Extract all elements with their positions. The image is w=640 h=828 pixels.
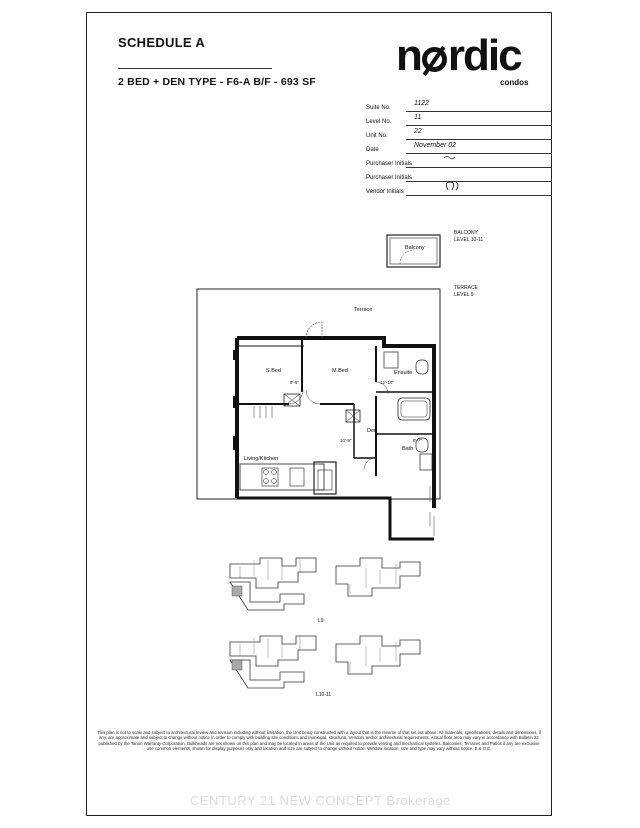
terrace-label-2: LEVEL 9: [454, 292, 474, 298]
balcony-plan: [384, 232, 444, 272]
balcony-inner-label: Balcony: [405, 245, 425, 251]
balcony-label-2: LEVEL 10-11: [454, 237, 484, 243]
info-label: Unit No.: [366, 133, 388, 139]
room-label-ensuite: Ensuite: [394, 370, 413, 376]
info-value: November 02: [414, 142, 457, 149]
room-label-den: Den: [367, 428, 378, 434]
dim-label-den: 10'-9": [340, 438, 352, 443]
terrace-outline: [197, 289, 440, 499]
room-label-m-bed: M.Bed: [332, 368, 348, 374]
disclaimer-text: This plan is not to scale and subject to architectural review and revision including without limitation, the Unit being constructed with a layout that is the reverse of that set out above. All materials, specifications, details and dimensions, if any, are approximate and subject to change without notice in order to comply with building site conditions and municipal, structural, Vendors and/or architectural requirements. Actual floor area may vary in accordance with Bulletin 22 published by the Tarion Warranty Corporation. Bulkheads are not shown on this plan and may be located in areas of the Unit as required to provide venting and mechanical systems. Balconies, Terraces and Patios if any are exclusive use common elements, shown for display purposes only and location and size are subject to change without notice. Window location, size and type may vary without notice. E.& O.E.: [97, 730, 541, 751]
brokerage-watermark: CENTURY 21 NEW CONCEPT Brokerage: [190, 793, 451, 808]
room-label-bath: Bath: [402, 446, 414, 452]
balcony-label-1: BALCONY: [454, 230, 478, 236]
dim-label-sbed: 9'-6": [290, 380, 299, 385]
logo-subtitle: condos: [500, 78, 529, 87]
room-label-terrace: Terrace: [354, 307, 373, 313]
dim-label-ensuite: 12'-10": [380, 380, 394, 385]
terrace-label-1: TERRACE: [454, 285, 478, 291]
room-label-living-kitchen: Living/Kitchen: [244, 456, 279, 462]
info-label: Level No.: [366, 119, 392, 125]
unit-type-title: 2 BED + DEN TYPE - F6-A B/F - 693 SF: [118, 76, 316, 88]
key-plan-label-l10: L10-11: [316, 692, 332, 698]
initial-scribbles: [0, 0, 640, 200]
key-plan-l9-right: [330, 552, 450, 612]
schedule-title: SCHEDULE A: [118, 35, 206, 50]
info-value: 11: [414, 114, 422, 121]
info-label: Purchaser Initials: [366, 161, 413, 167]
logo-text-start: n: [396, 31, 421, 80]
dim-label-bath: 8'-7": [413, 438, 422, 443]
info-label: Purchaser Initials: [366, 175, 413, 181]
info-label: Suite No.: [366, 105, 391, 111]
info-value: 22: [414, 128, 422, 135]
info-label: Date: [366, 147, 379, 153]
key-plan-l10-right: [330, 630, 450, 690]
info-value: 1122: [414, 100, 430, 107]
info-label: Vendor Initials: [366, 189, 404, 195]
key-plan-label-l9: L9: [318, 618, 324, 624]
room-label-s-bed: S.Bed: [266, 368, 281, 374]
logo-text-end: rdic: [447, 31, 521, 80]
floor-plan: [194, 286, 454, 546]
